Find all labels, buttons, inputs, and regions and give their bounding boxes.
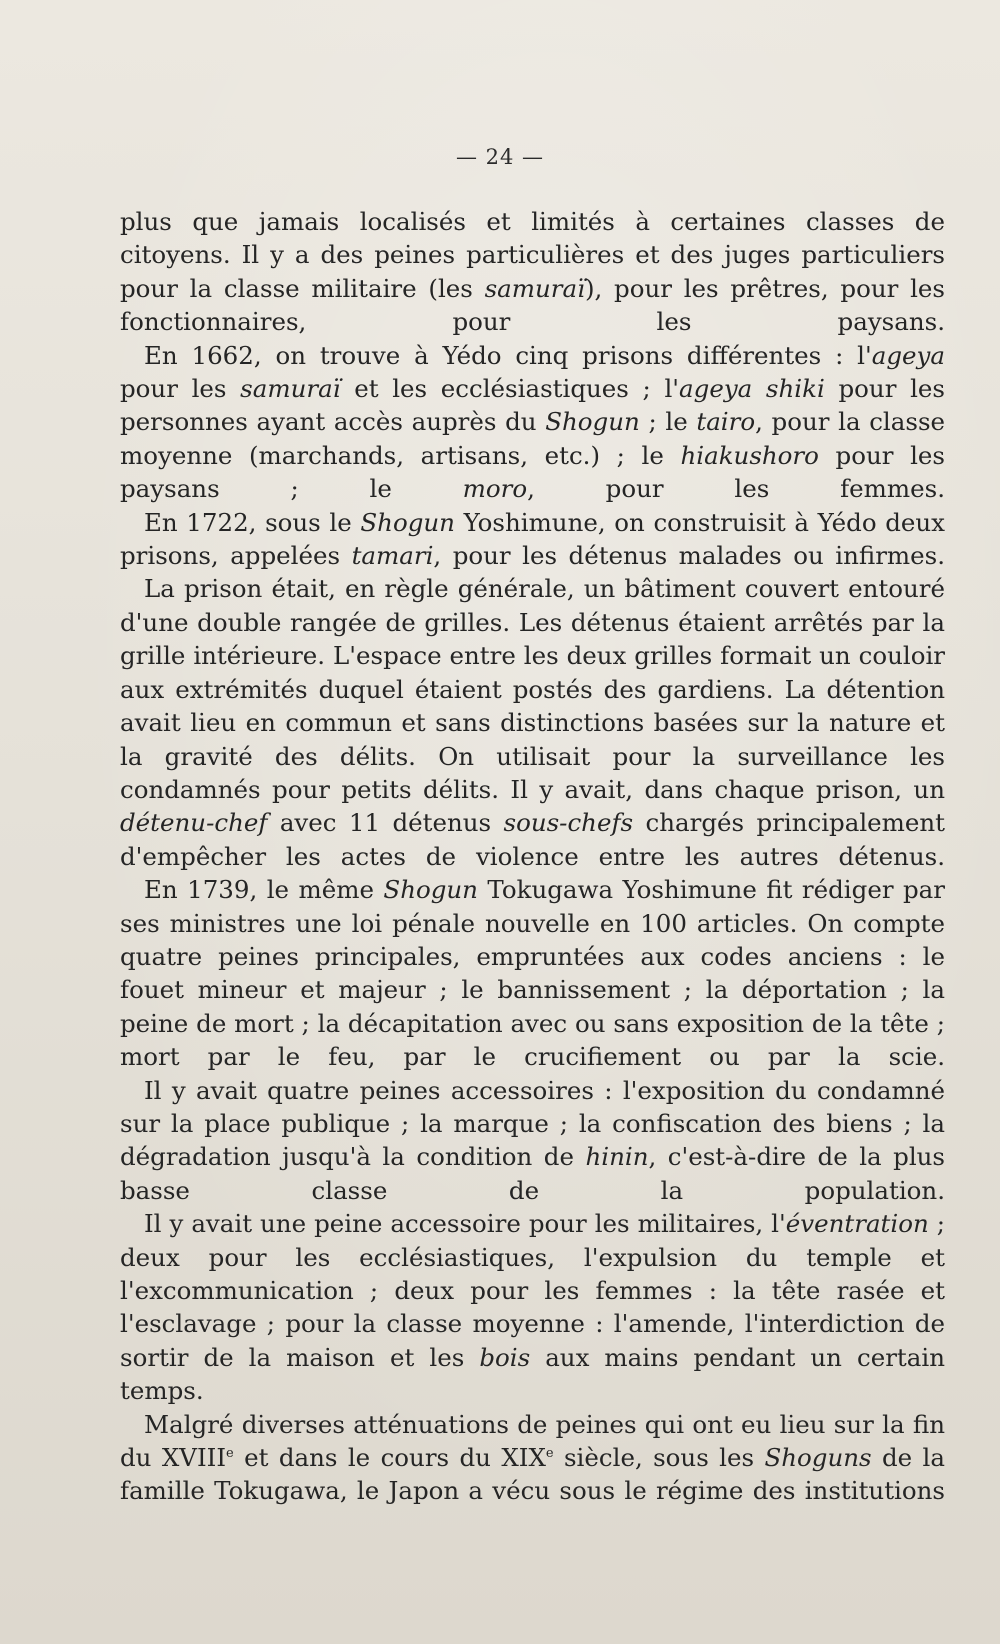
text-segment: En 1722, sous le xyxy=(144,507,361,537)
paragraph-2 xyxy=(120,339,945,506)
text-segment: pour les paysans ; le xyxy=(120,440,945,504)
italic-term: Shoguns xyxy=(764,1443,872,1473)
superscript-text: e xyxy=(226,1446,234,1462)
italic-term: Shogun xyxy=(383,875,478,905)
italic-term: hinin xyxy=(585,1142,649,1172)
text-segment: et dans le cours du XIX xyxy=(233,1443,546,1473)
text-segment: avec 11 détenus xyxy=(267,808,504,838)
text-segment: La prison était, en règle générale, un bâtiment couvert entouré d'une double rangée de grilles. Les détenus étaient arrêtés par la grille intérieure. L'espace entre les deux grilles formait un couloir aux extrémités duquel étaient postés des gardiens. La détention avait lieu en commun et sans distinctions basées sur la nature et la gravité des délits. On utilisait pour la surveillance les condamnés pour petits délits. Il y avait, dans chaque prison, un xyxy=(120,574,945,804)
paragraph-6 xyxy=(120,1074,945,1208)
text-segment: ; deux pour les ecclésiastiques, l'expulsion du temple et l'excommunication ; deux pour les femmes : la tête rasée et l'esclavage ; pour la classe moyenne : l'amende, l'interdiction de sortir de la maison et les xyxy=(120,1209,946,1372)
italic-term: tamari xyxy=(351,541,434,571)
body-text xyxy=(120,205,945,1508)
italic-term: bois xyxy=(479,1342,531,1372)
italic-term: ageya shiki xyxy=(679,374,825,404)
text-segment: ), pour les prêtres, pour les fonctionnaires, pour les paysans. xyxy=(120,273,945,337)
text-segment: Il y avait quatre peines accessoires : l'exposition du condamné sur la place publique ; la marque ; la confiscation des biens ; la dégradation jusqu'à la condition de xyxy=(120,1075,945,1172)
text-segment: Il y avait une peine accessoire pour les militaires, l' xyxy=(144,1209,786,1239)
text-segment: Malgré diverses atténuations de peines qui ont eu lieu sur la fin du XVIII xyxy=(120,1409,945,1473)
text-segment: , c'est-à-dire de la plus basse classe de la population. xyxy=(120,1142,946,1205)
italic-term: hiakushoro xyxy=(680,440,819,470)
text-segment: ; le xyxy=(639,407,697,437)
italic-term: ageya xyxy=(871,340,945,370)
text-segment: de la famille Tokugawa, le Japon a vécu sous le régime des institutions xyxy=(120,1443,945,1506)
text-segment: , pour les détenus malades ou infirmes. xyxy=(433,541,945,571)
text-segment: pour les xyxy=(120,374,241,404)
italic-term: détenu-chef xyxy=(120,808,268,838)
text-segment: En 1662, on trouve à Yédo cinq prisons différentes : l' xyxy=(144,340,872,370)
italic-term: samuraï xyxy=(484,273,585,303)
paragraph-5 xyxy=(120,873,945,1073)
italic-term: éventration xyxy=(785,1209,929,1239)
text-segment: chargés principalement d'empêcher les actes de violence entre les autres détenus. xyxy=(120,808,946,871)
page-number: — 24 — xyxy=(455,145,545,169)
italic-term: tairo xyxy=(696,407,756,437)
text-segment: aux mains pendant un certain temps. xyxy=(120,1342,946,1406)
text-segment: Tokugawa Yoshimune fit rédiger par ses ministres une loi pénale nouvelle en 100 articles. On compte quatre peines principales, empruntées aux codes anciens : le fouet mineur et majeur ; le bannissement ; la déportation ; la peine de mort ; la décapitation avec ou sans exposition de la tête ; mort par le feu, par le crucifiement ou par la scie. xyxy=(120,875,945,1072)
text-segment: et les ecclésiastiques ; l' xyxy=(340,374,680,404)
paragraph-3 xyxy=(120,506,945,573)
text-segment: , pour les femmes. xyxy=(527,474,945,504)
text-segment: plus que jamais localisés et limités à certaines classes de citoyens. Il y a des peines particulières et des juges particuliers pour la classe militaire (les xyxy=(120,207,945,303)
italic-term: moro xyxy=(462,474,528,504)
italic-term: sous-chefs xyxy=(503,808,634,838)
italic-term: Shogun xyxy=(360,507,455,537)
italic-term: samuraï xyxy=(240,374,341,404)
text-segment: Yoshimune, on construisit à Yédo deux prisons, appelées xyxy=(120,507,945,571)
italic-term: Shogun xyxy=(545,407,640,437)
superscript-text: e xyxy=(545,1446,554,1462)
paragraph-4 xyxy=(120,572,945,873)
text-segment: , pour la classe moyenne (marchands, artisans, etc.) ; le xyxy=(120,407,946,470)
paragraph-7 xyxy=(120,1207,945,1407)
text-segment: siècle, sous les xyxy=(553,1443,765,1473)
text-segment: pour les personnes ayant accès auprès du xyxy=(120,374,945,437)
text-segment: En 1739, le même xyxy=(144,875,384,905)
paragraph-1 xyxy=(120,205,945,339)
paragraph-8 xyxy=(120,1408,945,1508)
